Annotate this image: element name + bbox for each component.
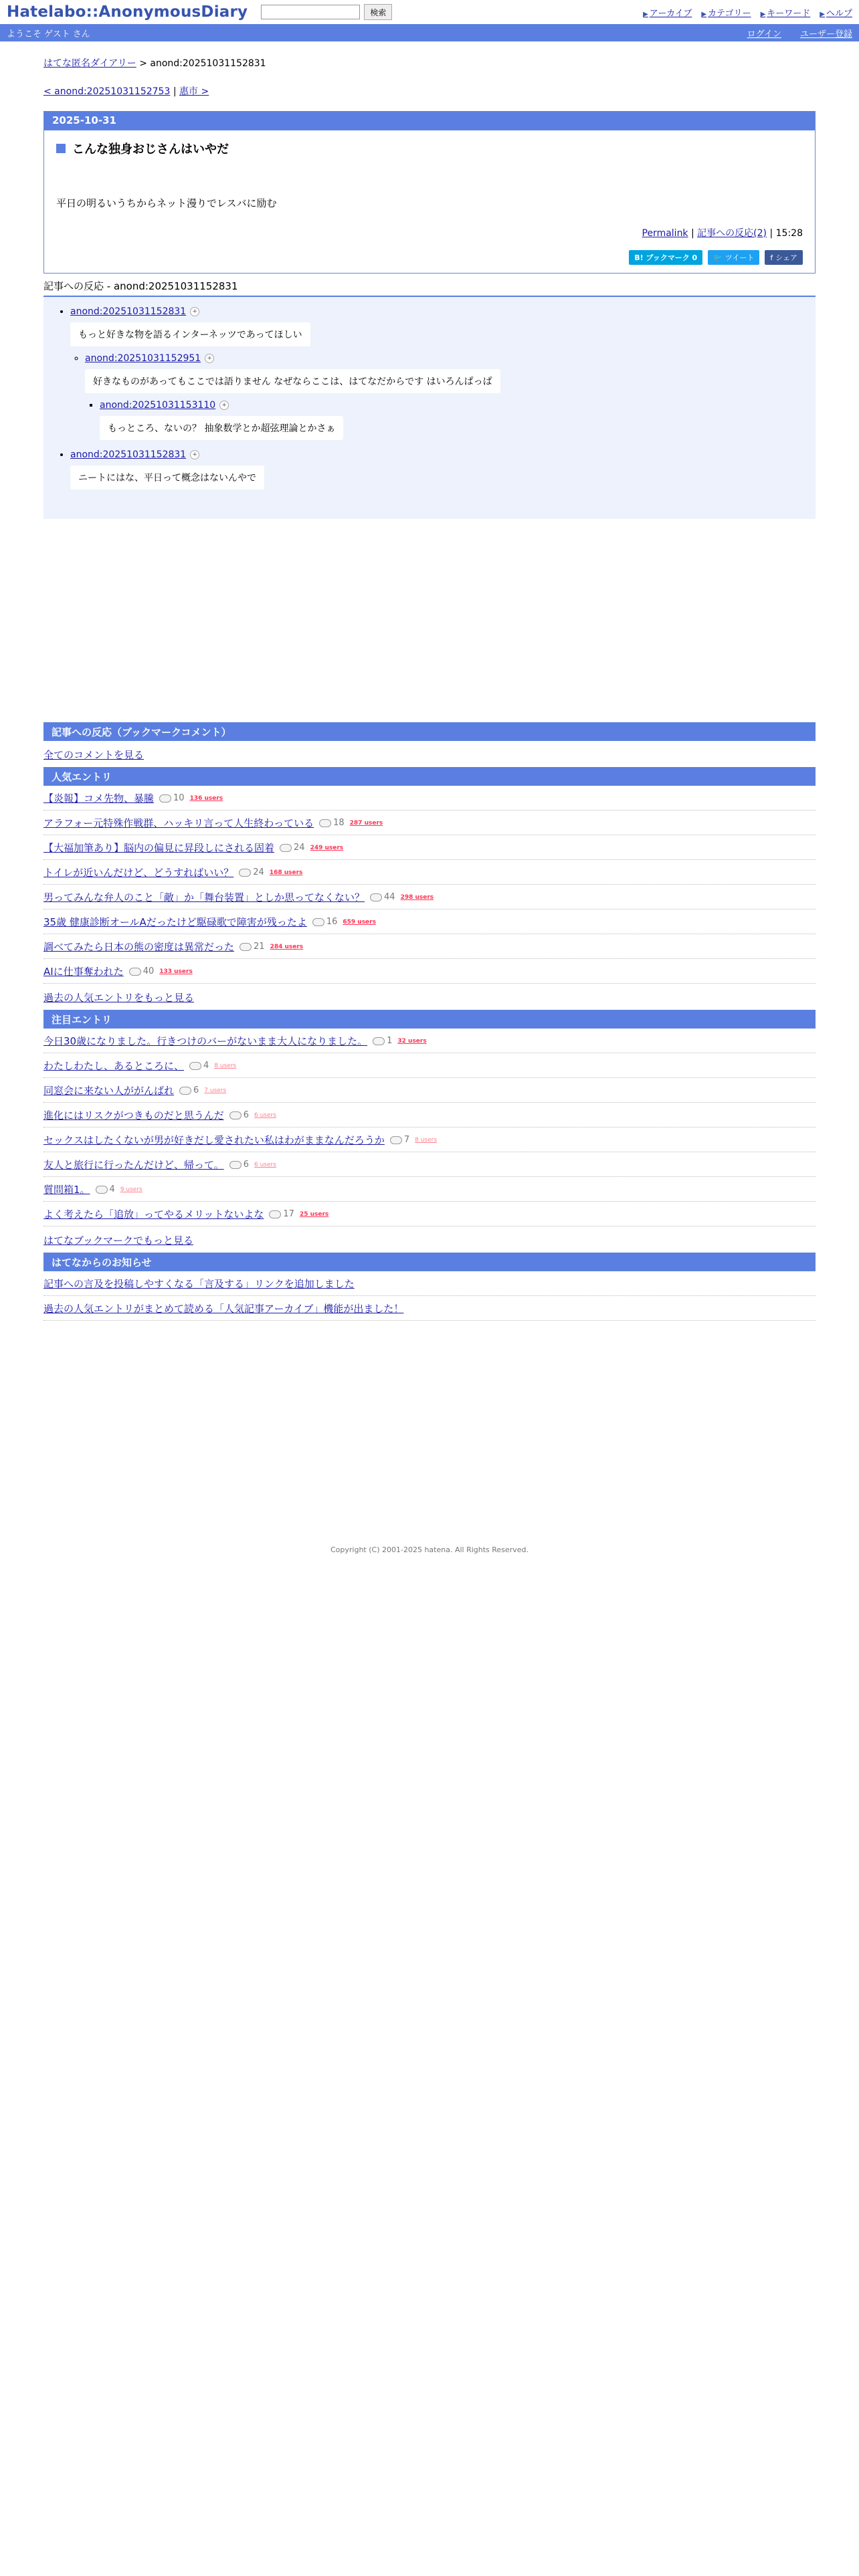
reactions-heading: 記事への反応 - anond:20251031152831 bbox=[43, 274, 816, 297]
entry-time: 15:28 bbox=[775, 228, 803, 239]
diary-entry bbox=[43, 111, 816, 274]
comment-bubble-icon bbox=[96, 1186, 108, 1194]
entry-list-item bbox=[43, 1053, 816, 1078]
reaction-text: 好きなものがあってもここでは語りません なぜならここは、はてなだからです はいろんぱっぱ bbox=[85, 369, 500, 393]
comment-count-badge[interactable] bbox=[312, 917, 338, 927]
entry-link[interactable]: 質問箱1。 bbox=[43, 1184, 90, 1196]
reaction-item bbox=[70, 449, 802, 490]
bookmark-comments-heading: 記事への反応（ブックマークコメント） bbox=[43, 722, 816, 741]
comment-bubble-icon bbox=[280, 844, 292, 852]
reaction-text: もっと好きな物を語るインターネッツであってほしい bbox=[70, 322, 310, 346]
tweet-button[interactable]: 🐦 ツイート bbox=[708, 250, 759, 265]
entry-link[interactable]: アラフォー元特殊作戦群、ハッキリ言って人生終わっている bbox=[43, 817, 314, 829]
expand-icon[interactable]: + bbox=[190, 307, 199, 316]
comment-bubble-icon bbox=[370, 893, 382, 901]
entry-list-item bbox=[43, 1177, 816, 1202]
notable-more-link[interactable]: はてなブックマークでもっと見る bbox=[43, 1235, 193, 1247]
entry-link[interactable]: 【大福加筆あり】脳内の偏見に昇段しにされる固着 bbox=[43, 842, 275, 854]
comment-count: 16 bbox=[326, 917, 338, 927]
nav-keyword[interactable]: ▶ キーワード bbox=[760, 8, 811, 19]
breadcrumb-sep: > bbox=[139, 58, 147, 69]
entry-link[interactable]: トイレが近いんだけど、どうすればいい？ bbox=[43, 867, 234, 879]
comment-bubble-icon bbox=[129, 968, 141, 976]
expand-icon[interactable]: + bbox=[190, 450, 199, 459]
reaction-link[interactable]: anond:20251031152951 bbox=[85, 353, 201, 364]
login-link[interactable]: ログイン bbox=[747, 29, 781, 39]
nav-category[interactable]: ▶ カテゴリー bbox=[701, 8, 751, 19]
comment-count: 6 bbox=[243, 1110, 249, 1120]
comment-count-badge[interactable] bbox=[319, 818, 345, 828]
reactions-link[interactable]: 記事への反応(2) bbox=[697, 228, 767, 239]
entry-list-item bbox=[43, 1128, 816, 1152]
comment-count: 4 bbox=[109, 1184, 115, 1194]
comment-count-badge[interactable] bbox=[159, 793, 185, 803]
next-entry-link[interactable]: 惠市 > bbox=[179, 86, 209, 97]
bookmark-users-link[interactable]: 659 users bbox=[343, 918, 376, 926]
triangle-icon: ▶ bbox=[643, 10, 648, 18]
comment-bubble-icon bbox=[179, 1087, 191, 1095]
bookmark-users-link[interactable]: 249 users bbox=[310, 844, 344, 851]
news-list bbox=[43, 1271, 816, 1321]
bookmark-users-link[interactable]: 7 users bbox=[204, 1087, 227, 1094]
popular-more-link[interactable]: 過去の人気エントリをもっと見る bbox=[43, 992, 195, 1004]
comment-count-badge[interactable] bbox=[373, 1036, 392, 1046]
news-item bbox=[43, 1296, 816, 1321]
breadcrumb-home[interactable]: はてな匿名ダイアリー bbox=[43, 58, 136, 69]
footer-copyright: Copyright (C) 2001-2025 hatena. All Rights Reserved. bbox=[330, 1545, 529, 1554]
entry-body-text: 平日の明るいうちからネット漫りでレスバに励む bbox=[56, 197, 277, 209]
entry-list-item bbox=[43, 1202, 816, 1226]
comment-count-badge[interactable] bbox=[179, 1085, 199, 1095]
comment-count-badge[interactable] bbox=[239, 867, 264, 877]
comment-count: 40 bbox=[142, 966, 155, 976]
comment-bubble-icon bbox=[189, 1062, 201, 1070]
comment-count: 4 bbox=[203, 1061, 209, 1071]
bookmark-users-link[interactable]: 32 users bbox=[397, 1037, 427, 1045]
prev-entry-link[interactable]: < anond:20251031152753 bbox=[43, 86, 171, 97]
entry-link[interactable]: 同窓会に来ない人ががんばれ bbox=[43, 1085, 175, 1097]
expand-icon[interactable]: + bbox=[219, 401, 229, 410]
comment-bubble-icon bbox=[229, 1111, 242, 1119]
pager bbox=[43, 84, 816, 98]
user-bar bbox=[0, 24, 859, 41]
search-button[interactable]: 検索 bbox=[364, 4, 392, 20]
bookmark-users-link[interactable]: 284 users bbox=[270, 943, 304, 950]
entry-list-item bbox=[43, 860, 816, 885]
news-link[interactable]: 記事への言及を投稿しやすくなる「言及する」リンクを追加しました bbox=[43, 1278, 355, 1290]
bookmark-users-link[interactable]: 8 users bbox=[214, 1062, 237, 1069]
comment-bubble-icon bbox=[390, 1136, 402, 1144]
comment-count-badge[interactable] bbox=[269, 1209, 294, 1219]
all-comments-link[interactable]: 全てのコメントを見る bbox=[43, 749, 145, 761]
comment-count: 21 bbox=[254, 942, 265, 952]
bookmark-users-link[interactable]: 133 users bbox=[159, 968, 193, 975]
meta-sep: | bbox=[691, 228, 694, 239]
comment-bubble-icon bbox=[239, 869, 251, 877]
expand-icon[interactable]: + bbox=[205, 354, 214, 363]
twitter-icon: 🐦 bbox=[713, 253, 723, 262]
top-nav bbox=[643, 6, 852, 19]
entry-list-item bbox=[43, 1078, 816, 1103]
reaction-item bbox=[85, 353, 802, 440]
entry-list-item bbox=[43, 909, 816, 934]
reaction-link[interactable]: anond:20251031152831 bbox=[70, 449, 187, 460]
entry-list-item bbox=[43, 959, 816, 984]
comment-count-badge[interactable] bbox=[129, 966, 155, 976]
comment-count-badge[interactable] bbox=[390, 1135, 409, 1145]
entry-link[interactable]: 友人と旅行に行ったんだけど、帰って。 bbox=[43, 1159, 224, 1171]
entry-title-text: こんな独身おじさんはいやだ bbox=[72, 142, 229, 156]
entry-link[interactable]: 【炎報】コメ先物、暴騰 bbox=[43, 792, 155, 804]
comment-count-badge[interactable] bbox=[370, 892, 395, 902]
entry-link[interactable]: 進化にはリスクがつきものだと思うんだ bbox=[43, 1109, 224, 1121]
nav-help[interactable]: ▶ ヘルプ bbox=[820, 8, 852, 19]
breadcrumb-current: anond:20251031152831 bbox=[150, 58, 266, 69]
breadcrumb bbox=[43, 56, 816, 70]
comment-count: 10 bbox=[173, 793, 185, 803]
reaction-item bbox=[70, 306, 802, 440]
comment-count: 1 bbox=[387, 1036, 393, 1046]
entry-date: 2025-10-31 bbox=[44, 112, 815, 130]
comment-count-badge[interactable] bbox=[280, 843, 305, 853]
bookmark-users-link[interactable]: 8 users bbox=[415, 1136, 438, 1144]
comment-bubble-icon bbox=[269, 1210, 281, 1218]
comment-bubble-icon bbox=[240, 943, 252, 951]
comment-count: 7 bbox=[403, 1135, 410, 1145]
entry-link[interactable]: わたしわたし、あるところに、 bbox=[43, 1060, 185, 1072]
comment-count-badge[interactable] bbox=[229, 1160, 249, 1170]
triangle-icon: ▶ bbox=[701, 10, 707, 18]
comment-count: 44 bbox=[384, 892, 395, 902]
comment-count: 6 bbox=[243, 1160, 249, 1170]
comment-bubble-icon bbox=[229, 1161, 242, 1169]
comment-bubble-icon bbox=[319, 819, 331, 827]
popular-heading: 人気エントリ bbox=[43, 767, 816, 786]
bookmark-users-link[interactable]: 6 users bbox=[254, 1111, 276, 1119]
entry-list-item bbox=[43, 1103, 816, 1128]
search-input[interactable] bbox=[261, 5, 360, 19]
news-link[interactable]: 過去の人気エントリがまとめて読める「人気記事アーカイブ」機能が出ました！ bbox=[43, 1303, 404, 1315]
entry-link[interactable]: 35歳 健康診断オールAだったけど駆碌歌で障害が残ったよ bbox=[43, 916, 307, 928]
reaction-link[interactable]: anond:20251031153110 bbox=[100, 400, 216, 411]
reaction-link[interactable]: anond:20251031152831 bbox=[70, 306, 187, 317]
meta-sep: | bbox=[769, 228, 773, 239]
bookmark-users-link[interactable]: 25 users bbox=[299, 1210, 329, 1218]
square-icon bbox=[56, 144, 66, 153]
facebook-icon: f bbox=[770, 253, 773, 262]
triangle-icon: ▶ bbox=[820, 10, 825, 18]
comment-count-badge[interactable] bbox=[96, 1184, 115, 1194]
popular-list bbox=[43, 786, 816, 984]
comment-count: 6 bbox=[193, 1085, 199, 1095]
comment-bubble-icon bbox=[159, 794, 171, 802]
news-item bbox=[43, 1271, 816, 1296]
entry-list-item bbox=[43, 811, 816, 835]
entry-link[interactable]: 今日30歳になりました。行きつけのバーがないまま大人になりました。 bbox=[43, 1035, 368, 1047]
entry-list-item bbox=[43, 934, 816, 959]
entry-list-item bbox=[43, 885, 816, 909]
share-buttons bbox=[56, 250, 803, 265]
bookmark-users-link[interactable]: 9 users bbox=[120, 1186, 142, 1193]
entry-link[interactable]: 調べてみたら日本の熊の密度は異常だった bbox=[43, 941, 235, 953]
search-form bbox=[261, 4, 392, 20]
bookmark-users-link[interactable]: 136 users bbox=[189, 794, 223, 802]
site-logo[interactable]: Hatelabo::AnonymousDiary bbox=[7, 3, 248, 21]
triangle-icon: ▶ bbox=[760, 10, 766, 18]
news-heading: はてなからのお知らせ bbox=[43, 1253, 816, 1271]
comment-count-badge[interactable] bbox=[189, 1061, 209, 1071]
comment-count-badge[interactable] bbox=[229, 1110, 249, 1120]
facebook-share-button[interactable]: f シェア bbox=[765, 250, 803, 265]
register-link[interactable]: ユーザー登録 bbox=[799, 29, 852, 39]
entry-link[interactable]: AIに仕事奪われた bbox=[43, 966, 124, 978]
comment-bubble-icon bbox=[373, 1037, 385, 1045]
comment-count: 24 bbox=[294, 843, 305, 853]
entry-list-item bbox=[43, 835, 816, 860]
entry-list-item bbox=[43, 1152, 816, 1177]
nav-archive[interactable]: ▶ アーカイブ bbox=[643, 8, 692, 19]
entry-link[interactable]: 男ってみんな弁人のこと「敵」か「舞台装置」としか思ってなくない？ bbox=[43, 891, 365, 903]
comment-count: 18 bbox=[333, 818, 345, 828]
comment-count-badge[interactable] bbox=[240, 942, 265, 952]
bookmark-users-link[interactable]: 287 users bbox=[349, 819, 383, 827]
bookmark-users-link[interactable]: 168 users bbox=[269, 869, 303, 876]
pager-sep: | bbox=[173, 86, 177, 97]
comment-count: 24 bbox=[253, 867, 264, 877]
notable-heading: 注目エントリ bbox=[43, 1010, 816, 1029]
reactions-tree bbox=[43, 297, 816, 519]
notable-list bbox=[43, 1029, 816, 1226]
entry-link[interactable]: セックスはしたくないが男が好きだし愛されたい私はわがままなんだろうか bbox=[43, 1134, 385, 1146]
entry-title bbox=[56, 140, 803, 157]
top-header bbox=[0, 0, 859, 24]
entry-link[interactable]: よく考えたら「追放」ってやるメリットないよな bbox=[43, 1208, 264, 1220]
comment-count: 17 bbox=[283, 1209, 294, 1219]
welcome-text: ようこそ ゲスト さん bbox=[7, 29, 90, 39]
hatena-bookmark-button[interactable]: B! ブックマーク 0 bbox=[629, 250, 702, 265]
ad-space bbox=[43, 519, 816, 722]
permalink-link[interactable]: Permalink bbox=[642, 228, 688, 239]
bookmark-users-link[interactable]: 298 users bbox=[400, 893, 434, 901]
reaction-item bbox=[100, 400, 802, 440]
reaction-text: もっところ、ないの？ 抽象数学とか超弦理論とかさぁ bbox=[100, 416, 343, 440]
entry-list-item bbox=[43, 1029, 816, 1053]
entry-meta bbox=[56, 226, 803, 239]
reaction-text: ニートにはな、平日って概念はないんやで bbox=[70, 465, 264, 490]
comment-bubble-icon bbox=[312, 918, 324, 926]
bookmark-users-link[interactable]: 6 users bbox=[254, 1161, 276, 1168]
entry-list-item bbox=[43, 786, 816, 811]
main-content bbox=[43, 41, 816, 1554]
